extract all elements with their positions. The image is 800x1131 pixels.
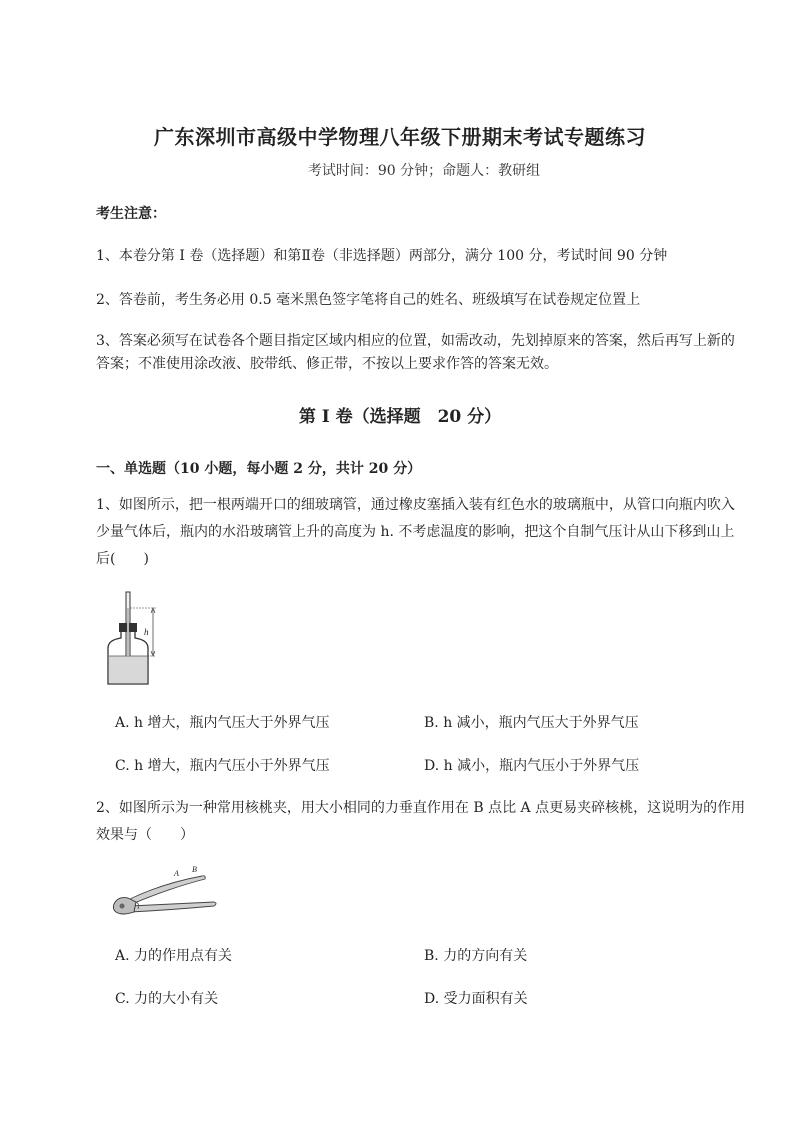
exam-title: 广东深圳市高级中学物理八年级下册期末考试专题练习 [154,125,646,149]
notice-item-1: 1、本卷分第 I 卷（选择题）和第Ⅱ卷（非选择题）两部分，满分 100 分，考试时间 90 分钟 [96,248,668,264]
nutcracker-figure [110,862,220,920]
q1-option-b[interactable]: B. h 减小，瓶内气压大于外界气压 [424,715,639,731]
q1-option-c[interactable]: C. h 增大，瓶内气压小于外界气压 [115,758,330,774]
question-1-text: 1、如图所示，把一根两端开口的细玻璃管，通过橡皮塞插入装有红色水的玻璃瓶中，从管口向瓶内吹入少量气体后，瓶内的水沿玻璃管上升的高度为 h. 不考虑温度的影响，把这个自制气压计从山下移到山上后( ) [96,497,735,567]
q2-option-a[interactable]: A. 力的作用点有关 [115,948,233,964]
q1-option-a[interactable]: A. h 增大，瓶内气压大于外界气压 [115,715,330,731]
part-heading: 一、单选题（10 小题，每小题 2 分，共计 20 分） [96,461,422,477]
q2-option-b[interactable]: B. 力的方向有关 [424,948,528,964]
notice-item-2: 2、答卷前，考生务必用 0.5 毫米黑色签字笔将自己的姓名、班级填写在试卷规定位置上 [96,292,641,308]
figure-b-label: B [192,865,197,874]
question-2-text: 2、如图所示为一种常用核桃夹，用大小相同的力垂直作用在 B 点比 A 点更易夹碎核桃，这说明为的作用效果与（ ） [96,800,746,843]
q1-option-d[interactable]: D. h 减小，瓶内气压小于外界气压 [424,758,640,774]
notice-heading: 考生注意： [96,206,166,222]
q2-option-d[interactable]: D. 受力面积有关 [424,991,528,1007]
figure-h-label: h [144,627,149,637]
q2-option-c[interactable]: C. 力的大小有关 [115,991,219,1007]
barometer-figure [100,590,170,690]
section-title: 第 I 卷（选择题 20 分） [298,407,502,427]
figure-a-label: A [174,869,179,878]
notice-item-3: 3、答案必须写在试卷各个题目指定区域内相应的位置，如需改动，先划掉原来的答案，然后再写上新的答案；不准使用涂改液、胶带纸、修正带，不按以上要求作答的答案无效。 [96,333,735,372]
exam-subtitle: 考试时间：90 分钟；命题人：教研组 [307,163,541,179]
